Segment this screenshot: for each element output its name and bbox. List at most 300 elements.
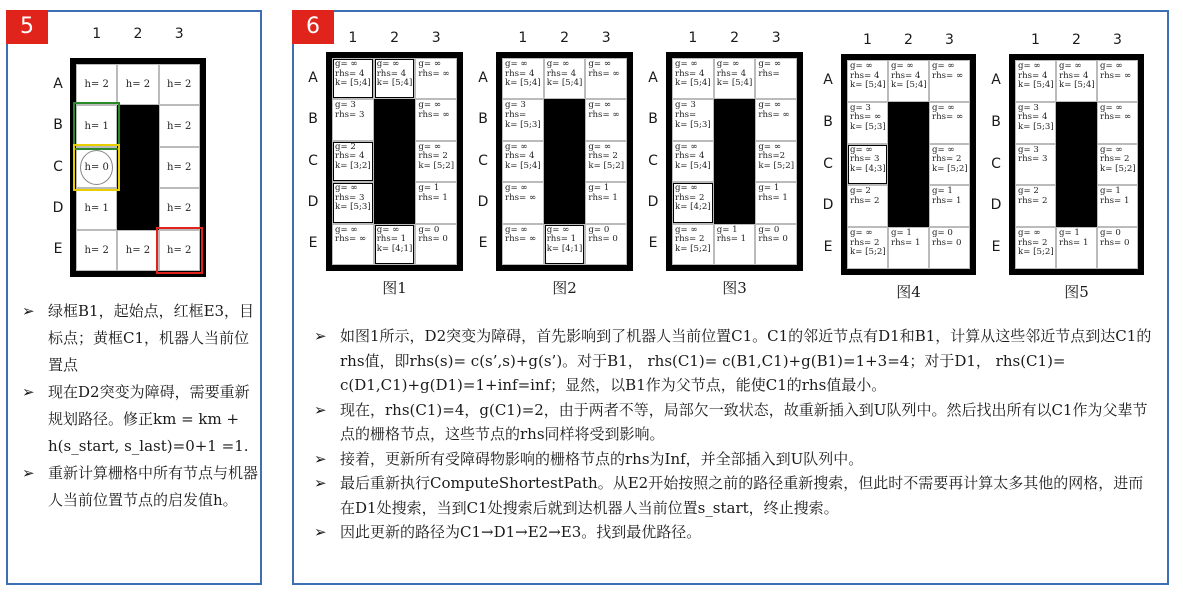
cell-value: g= ∞: [675, 59, 698, 69]
cell-value: rhs= 0: [758, 234, 788, 245]
row-label: B: [823, 113, 833, 130]
cell-value: k= [5;4]: [505, 78, 541, 89]
figure-caption: 图4: [896, 283, 921, 301]
cell-value: rhs= 4: [505, 68, 535, 79]
grid-cell: [415, 141, 457, 182]
grid-cell: [929, 60, 970, 102]
cell-value: g= ∞: [850, 144, 873, 155]
cell-value: g= ∞: [1018, 228, 1041, 239]
cell-value: rhs= 4: [505, 151, 535, 162]
cell-value: g= ∞: [1100, 102, 1123, 113]
grid-cell: [847, 60, 888, 102]
row-label: A: [823, 71, 833, 88]
grid-cell: h= 1: [76, 105, 117, 146]
column-label: 1: [518, 30, 528, 46]
cell-value: rhs= 4: [546, 68, 577, 79]
cell-value: g= 0: [588, 224, 610, 235]
cell-value: rhs= 2: [1018, 195, 1048, 206]
cell-value: rhs= 0: [418, 234, 448, 245]
grid-cell: [888, 60, 929, 102]
row-label: B: [53, 117, 63, 134]
cell-value: g= 2: [1018, 186, 1039, 197]
column-label: 1: [688, 30, 698, 46]
grid-cell: [1097, 227, 1138, 269]
bullet-marker-icon: ➢: [314, 400, 327, 419]
cell-value: rhs= 3: [850, 154, 880, 165]
cell-value: rhs= ∞: [758, 109, 790, 120]
grid-cell: [755, 141, 797, 182]
grid-cell: [415, 58, 457, 99]
bullet-text: 绿框B1，起始点，红框E3，目标点；黄框C1，机器人当前位置点: [48, 302, 255, 374]
cell-value: k= [5;2]: [418, 160, 455, 171]
cell-value: g= ∞: [505, 141, 528, 152]
row-label: E: [478, 235, 488, 252]
grid-cell: [332, 99, 374, 140]
grid-cell: [755, 182, 797, 223]
row-label: B: [478, 111, 488, 128]
cell-value: k= [5;2]: [932, 163, 968, 174]
cell-value: rhs= ∞: [588, 109, 620, 120]
bullet-marker-icon: ➢: [22, 464, 35, 482]
cell-value: g= ∞: [675, 224, 698, 235]
figure-caption: 图5: [1064, 283, 1089, 301]
grid-cell: [585, 182, 627, 223]
bullet-text: 重新计算栅格中所有节点与机器人当前位置节点的启发值h。: [48, 464, 259, 509]
cell-value: rhs= ∞: [1100, 70, 1132, 81]
cell-value: g= 1: [418, 183, 440, 194]
obstacle-cell: [544, 182, 586, 223]
obstacle-cell: [888, 185, 929, 227]
row-label: C: [478, 152, 488, 169]
cell-value: rhs= 4: [335, 151, 365, 162]
grid-cell: [1097, 60, 1138, 102]
cell-value: g= ∞: [1059, 61, 1082, 71]
heuristic-grid: [8, 12, 264, 292]
cell-value: g= 1: [1100, 186, 1121, 197]
cell-value: g= ∞: [418, 100, 441, 111]
bullet-marker-icon: ➢: [22, 302, 35, 320]
cell-value: rhs= ∞: [418, 109, 450, 120]
cell-value: g= 1: [932, 186, 953, 197]
cell-value: g= 1: [891, 228, 912, 239]
obstacle-cell: [888, 102, 929, 144]
cell-value: g= 0: [418, 224, 440, 235]
cell-value: rhs= 1: [716, 234, 747, 245]
cell-value: g= ∞: [932, 144, 955, 155]
bullet-item: [22, 298, 258, 379]
cell-value: rhs= 0: [932, 237, 962, 248]
row-label: E: [823, 239, 833, 256]
cell-value: rhs= 1: [546, 234, 577, 245]
cell-value: rhs= 1: [758, 192, 788, 203]
grid-cell: h= 2: [117, 64, 158, 105]
grid-cell: [1015, 60, 1056, 102]
grid-cell: h= 2: [117, 230, 158, 271]
row-label: B: [991, 113, 1001, 130]
cell-value: rhs= 2: [675, 234, 705, 245]
grid-cell: [585, 99, 627, 140]
bullet-item: [22, 460, 258, 514]
cell-value: g= 2: [335, 141, 356, 152]
grid-cell: [415, 182, 457, 223]
cell-value: k= [5;4]: [675, 160, 711, 171]
obstacle-cell: [117, 188, 158, 229]
grid-cell: [332, 182, 374, 223]
cell-value: rhs= 2: [1100, 154, 1130, 165]
obstacle-cell: [714, 99, 756, 140]
cell-value: rhs= 4: [850, 70, 880, 81]
grid-cell: [847, 144, 888, 186]
row-label: D: [990, 197, 1002, 214]
obstacle-cell: [117, 105, 158, 146]
cell-value: rhs= 1: [891, 237, 921, 248]
column-label: 2: [904, 32, 913, 48]
panel-step-5: [6, 10, 262, 585]
cell-value: g= 3: [1018, 144, 1039, 155]
grid-cell: [502, 58, 544, 99]
cell-value: g= 3: [1018, 102, 1039, 113]
grid-cell: h= 2: [76, 230, 117, 271]
column-label: 1: [863, 32, 872, 48]
cell-value: g= ∞: [1018, 61, 1041, 71]
cell-value: rhs= ∞: [1100, 112, 1132, 123]
bullet-text: 现在，rhs(C1)=4，g(C1)=2，由于两者不等，局部欠一致状态，故重新插入到U队列中。然后找出所有以C1作为父辈节点的栅格节点，这些节点的rhs同样将受到影响。: [340, 400, 1148, 443]
cell-value: g= ∞: [1100, 61, 1123, 71]
row-label: A: [648, 69, 658, 86]
row-label: E: [53, 241, 63, 258]
bullet-marker-icon: ➢: [22, 383, 35, 401]
cell-value: g= ∞: [418, 59, 441, 69]
cell-value: k= [5;4]: [335, 78, 371, 89]
cell-value: k= [5;4]: [546, 78, 583, 89]
row-label: C: [308, 152, 318, 169]
obstacle-cell: [888, 144, 929, 186]
cell-value: k= [5;4]: [716, 78, 753, 89]
cell-value: rhs= 2: [850, 195, 880, 206]
grid-cell: h= 2: [159, 230, 200, 271]
column-label: 3: [771, 30, 781, 46]
cell-value: g= ∞: [376, 59, 400, 69]
bullet-item: [314, 447, 1152, 472]
cell-value: k= [5;4]: [1059, 80, 1095, 91]
panel5-bullet-list: [22, 298, 258, 514]
cell-value: rhs= 2: [1018, 237, 1048, 248]
grid-cell: [374, 224, 416, 265]
grid-cell: [888, 227, 929, 269]
cell-value: g= ∞: [850, 228, 873, 239]
grid-cell: [332, 224, 374, 265]
cell-value: g= 0: [758, 224, 780, 235]
cell-value: k= [4;3]: [850, 163, 886, 174]
cell-value: g= 0: [1100, 228, 1121, 239]
cell-value: rhs= 3: [335, 192, 365, 203]
grid-cell: [502, 99, 544, 140]
cell-value: k= [4;1]: [546, 243, 583, 254]
bullet-item: [314, 324, 1152, 398]
grid-cell: [1097, 144, 1138, 186]
cell-value: g= 1: [716, 224, 738, 235]
cell-value: k= [5;2]: [675, 243, 711, 254]
obstacle-cell: [1056, 185, 1097, 227]
column-label: 1: [92, 26, 102, 42]
row-label: D: [52, 199, 64, 216]
step-number-badge: 5: [6, 10, 48, 44]
cell-value: g= ∞: [932, 61, 955, 71]
cell-value: rhs= 0: [1100, 237, 1130, 248]
bullet-item: [314, 471, 1152, 520]
grid-cell: [672, 99, 714, 140]
cell-value: g= ∞: [716, 59, 740, 69]
grid-cell: [1015, 102, 1056, 144]
cell-value: k= [5;3]: [850, 121, 886, 132]
cell-value: k= [5;4]: [891, 80, 927, 91]
column-label: 3: [431, 30, 441, 46]
grid-cell: h= 2: [159, 188, 200, 229]
grid-cell: [714, 224, 756, 265]
grid-cell: h= 2: [159, 64, 200, 105]
grid-cell: [755, 99, 797, 140]
grid-cell: [502, 224, 544, 265]
cell-value: rhs= ∞: [932, 112, 964, 123]
row-label: E: [991, 239, 1001, 256]
cell-value: g= ∞: [675, 141, 698, 152]
obstacle-cell: [714, 182, 756, 223]
cell-value: g= ∞: [891, 61, 914, 71]
cell-value: g= 0: [932, 228, 953, 239]
cell-value: rhs= ∞: [505, 192, 537, 203]
cell-value: g= ∞: [505, 183, 528, 194]
row-label: C: [53, 158, 63, 175]
obstacle-cell: [544, 99, 586, 140]
grid-cell: [929, 144, 970, 186]
grid-cell: [714, 58, 756, 99]
cell-value: rhs= 4: [1018, 70, 1048, 81]
grid-cell: [1097, 102, 1138, 144]
grid-cell: [415, 99, 457, 140]
row-label: B: [308, 111, 318, 128]
cell-value: k= [4;2]: [675, 202, 711, 213]
grid-cell: [502, 141, 544, 182]
cell-value: k= [5;4]: [376, 78, 413, 89]
grid-cell: [847, 185, 888, 227]
cell-value: g= ∞: [932, 102, 955, 113]
column-label: 2: [1072, 32, 1081, 48]
cell-value: g= ∞: [376, 224, 400, 235]
cell-value: rhs= 1: [932, 195, 962, 206]
cell-value: rhs= ∞: [335, 234, 367, 245]
cell-value: g= 3: [505, 100, 526, 111]
row-label: C: [823, 155, 833, 172]
cell-value: g= ∞: [335, 183, 358, 194]
cell-value: g= ∞: [505, 224, 528, 235]
cell-value: k= [5;3]: [335, 202, 371, 213]
cell-value: rhs= ∞: [932, 70, 964, 81]
grid-cell: [847, 102, 888, 144]
grid-cell: [929, 227, 970, 269]
column-label: 3: [174, 26, 184, 42]
column-label: 1: [348, 30, 358, 46]
grid-cell: [672, 224, 714, 265]
cell-value: rhs= 4: [675, 68, 705, 79]
row-label: C: [648, 152, 658, 169]
obstacle-cell: [374, 99, 416, 140]
cell-value: rhs=: [505, 109, 527, 120]
cell-value: k= [5;4]: [675, 78, 711, 89]
cell-value: rhs= ∞: [418, 68, 450, 79]
grid-cell: [502, 182, 544, 223]
cell-value: rhs= 2: [932, 154, 962, 165]
panel-step-6: [292, 10, 1169, 585]
row-label: A: [308, 69, 318, 86]
cell-value: g= 2: [850, 186, 871, 197]
obstacle-cell: [374, 182, 416, 223]
grid-cell: [585, 58, 627, 99]
cell-value: g= 1: [588, 183, 610, 194]
cell-value: g= ∞: [335, 224, 358, 235]
cell-value: g= 1: [1059, 228, 1080, 239]
cell-value: g= ∞: [758, 141, 781, 152]
step-number-badge: 6: [292, 10, 334, 44]
grid-cell: [847, 227, 888, 269]
column-label: 1: [1031, 32, 1040, 48]
cell-value: rhs= ∞: [588, 68, 620, 79]
cell-value: g= ∞: [418, 141, 441, 152]
row-label: D: [822, 197, 834, 214]
grid-cell: [415, 224, 457, 265]
bullet-marker-icon: ➢: [314, 449, 327, 468]
bullet-item: [314, 398, 1152, 447]
row-label: E: [308, 235, 318, 252]
cell-value: rhs= 4: [376, 68, 407, 79]
bullet-marker-icon: ➢: [314, 523, 327, 541]
cell-value: rhs=: [675, 109, 697, 120]
cell-value: k= [5;2]: [1100, 163, 1136, 174]
cell-value: k= [4;1]: [376, 243, 413, 254]
cell-value: rhs= 3: [335, 109, 365, 120]
figure-caption: 图3: [722, 279, 747, 297]
cell-value: k= [3;2]: [335, 160, 371, 171]
figure-caption: 图1: [382, 279, 407, 297]
grid-cell: [755, 224, 797, 265]
cell-value: g= ∞: [335, 59, 358, 69]
cell-value: g= 3: [850, 102, 871, 113]
cell-value: k= [5;4]: [1018, 80, 1054, 91]
grid-cell: [929, 185, 970, 227]
cell-value: g= 3: [335, 100, 356, 111]
row-label: B: [648, 111, 658, 128]
cell-value: rhs= 4: [1059, 70, 1089, 81]
obstacle-cell: [544, 141, 586, 182]
grid-cell: [544, 224, 586, 265]
cell-value: g= ∞: [588, 59, 611, 69]
cell-value: g= ∞: [850, 61, 873, 71]
row-label: A: [53, 75, 63, 92]
bullet-item: [314, 520, 1152, 545]
bullet-marker-icon: ➢: [314, 474, 327, 492]
obstacle-cell: [1056, 144, 1097, 186]
obstacle-cell: [714, 141, 756, 182]
cell-value: g= 1: [758, 183, 780, 194]
obstacle-cell: [117, 147, 158, 188]
grid-cell: [585, 141, 627, 182]
grid-cell: h= 2: [76, 64, 117, 105]
column-label: 3: [945, 32, 954, 48]
grid-cell: h= 0: [76, 147, 117, 188]
cell-value: rhs= 2: [418, 151, 448, 162]
column-label: 2: [560, 30, 569, 46]
grid-cell: [374, 58, 416, 99]
grid-cell: [1056, 227, 1097, 269]
grid-cell: [929, 102, 970, 144]
cell-value: k= [5;2]: [850, 247, 886, 258]
cell-value: g= ∞: [758, 100, 781, 111]
grid-cell: [1097, 185, 1138, 227]
cell-value: rhs= 1: [588, 192, 618, 203]
cell-value: rhs= 1: [418, 192, 448, 203]
cell-value: g= 3: [675, 100, 696, 111]
row-label: A: [991, 71, 1001, 88]
grid-cell: [672, 58, 714, 99]
obstacle-cell: [1056, 102, 1097, 144]
cell-value: rhs= ∞: [505, 234, 537, 245]
row-label: A: [478, 69, 488, 86]
cell-value: g= ∞: [546, 224, 570, 235]
cell-value: k= [5;3]: [1018, 121, 1054, 132]
bullet-text: 现在D2突变为障碍，需要重新规划路径。修正km = km + h(s_start, s_last)=0+1 =1.: [48, 383, 250, 455]
row-label: D: [307, 193, 319, 210]
cell-value: rhs= 2: [850, 237, 880, 248]
cell-value: g= ∞: [758, 59, 781, 69]
bullet-item: [22, 379, 258, 460]
bullet-text: 因此更新的路径为C1→D1→E2→E3。找到最优路径。: [340, 523, 702, 541]
cell-value: rhs= 4: [335, 68, 365, 79]
cell-value: rhs= 4: [716, 68, 747, 79]
cell-value: rhs= 4: [1018, 112, 1048, 123]
row-label: C: [991, 155, 1001, 172]
grid-cell: [1015, 185, 1056, 227]
bullet-text: 最后重新执行ComputeShortestPath。从E2开始按照之前的路径重新搜索，但此时不需要再计算太多其他的网格，进而在D1处搜索，当到C1处搜索后就到达机器人当前位置s_start，终止搜索。: [340, 474, 1144, 517]
row-label: D: [647, 193, 659, 210]
grid-cell: [1056, 60, 1097, 102]
cell-value: k= [5;4]: [505, 160, 541, 171]
cell-value: rhs= 3: [1018, 154, 1048, 165]
row-label: D: [477, 193, 489, 210]
column-label: 2: [390, 30, 399, 46]
grid-cell: h= 1: [76, 188, 117, 229]
cell-value: k= [5;2]: [758, 160, 795, 171]
cell-value: k= [5;4]: [850, 80, 886, 91]
grid-cell: h= 2: [159, 147, 200, 188]
cell-value: rhs= 2: [588, 151, 618, 162]
grid-cell: [585, 224, 627, 265]
column-label: 3: [1113, 32, 1122, 48]
grid-cell: [544, 58, 586, 99]
cell-value: rhs= 1: [1100, 195, 1130, 206]
bullet-text: 如图1所示，D2突变为障碍，首先影响到了机器人当前位置C1。C1的邻近节点有D1和B1，计算从这些邻近节点到达C1的rhs值，即rhs(s)= c(s’,s)+g(s’)。对于B1， rhs(C1)= c(B1,C1)+g(B1)=1+3=4；对于D1， rhs(C1)= c(D1,C1)+g(D1)=1+inf=inf；显然，以B1作为父节点，能使C1的rhs值最小。: [340, 327, 1152, 394]
grid-cell: [755, 58, 797, 99]
grid-cell: [332, 141, 374, 182]
row-label: E: [648, 235, 658, 252]
figure-row: [294, 12, 1171, 317]
panel6-bullet-list: [314, 324, 1152, 545]
cell-value: rhs=2: [758, 151, 786, 162]
cell-value: rhs= 4: [675, 151, 705, 162]
cell-value: k= [5;3]: [505, 119, 541, 130]
column-label: 2: [730, 30, 739, 46]
cell-value: rhs= 0: [588, 234, 618, 245]
column-label: 3: [601, 30, 611, 46]
grid-cell: h= 2: [159, 105, 200, 146]
